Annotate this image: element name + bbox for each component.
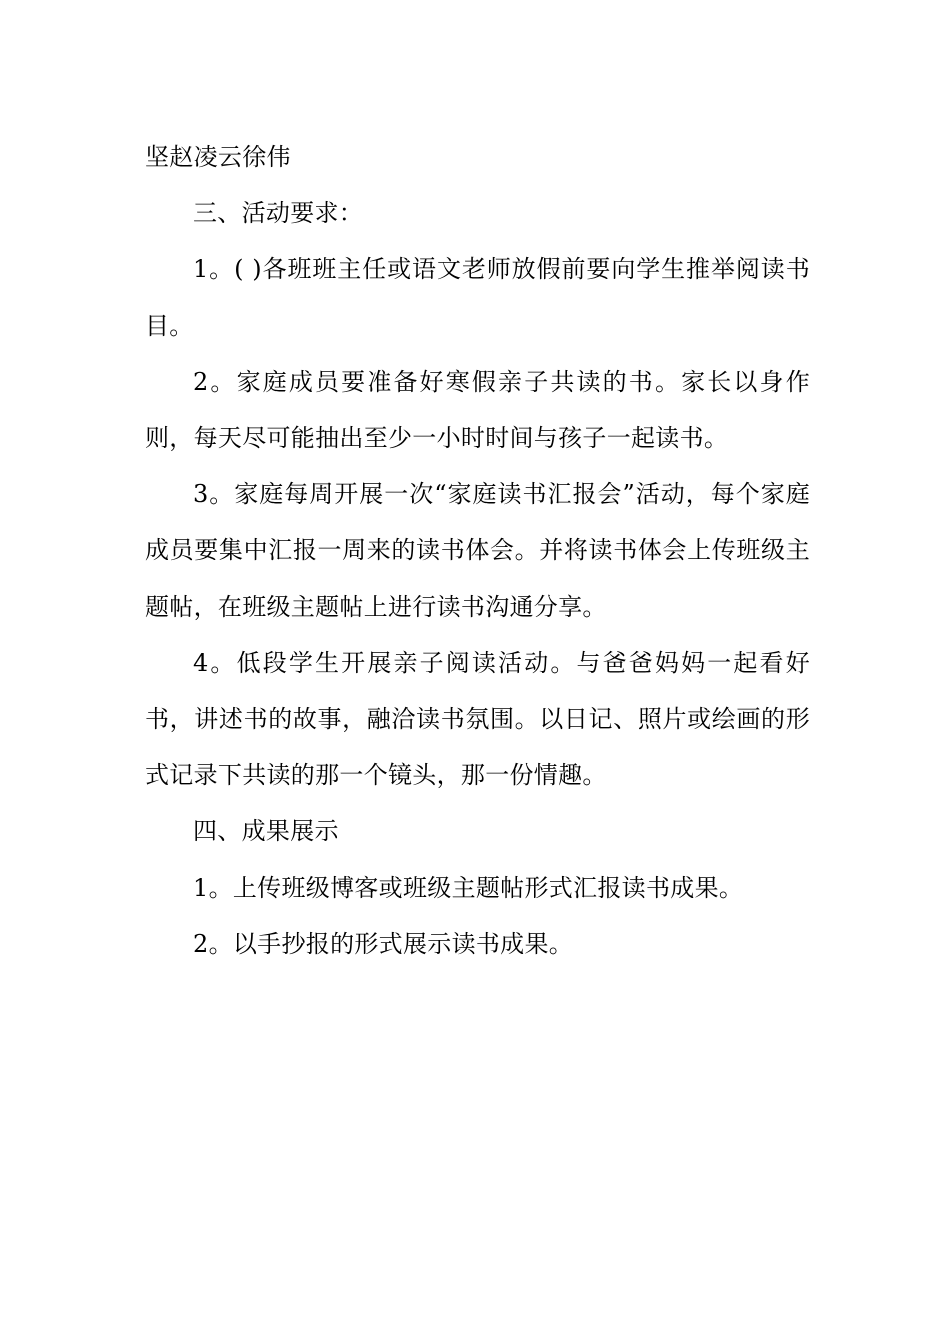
paragraph-requirement-1: 1。( )各班班主任或语文老师放假前要向学生推举阅读书目。 [145, 255, 810, 340]
paragraph-result-2: 2。以手抄报的形式展示读书成果。 [193, 929, 574, 958]
paragraph-requirement-4: 4。低段学生开展亲子阅读活动。与爸爸妈妈一起看好书，讲述书的故事，融洽读书氛围。以日记、照片或绘画的形式记录下共读的那一个镜头，那一份情趣。 [145, 648, 810, 790]
section-heading-activity-requirements: 三、活动要求： [193, 199, 364, 228]
paragraph-names: 坚赵凌云徐伟 [145, 143, 291, 171]
section-heading-results-display: 四、成果展示 [193, 817, 339, 846]
paragraph-result-1: 1。上传班级博客或班级主题帖形式汇报读书成果。 [193, 873, 744, 902]
paragraph-requirement-2: 2。家庭成员要准备好寒假亲子共读的书。家长以身作则，每天尽可能抽出至少一小时时间与孩子一起读书。 [145, 367, 810, 453]
document-body [145, 129, 810, 972]
paragraph-requirement-3: 3。家庭每周开展一次“家庭读书汇报会”活动，每个家庭成员要集中汇报一周来的读书体会。并将读书体会上传班级主题帖，在班级主题帖上进行读书沟通分享。 [145, 480, 810, 621]
